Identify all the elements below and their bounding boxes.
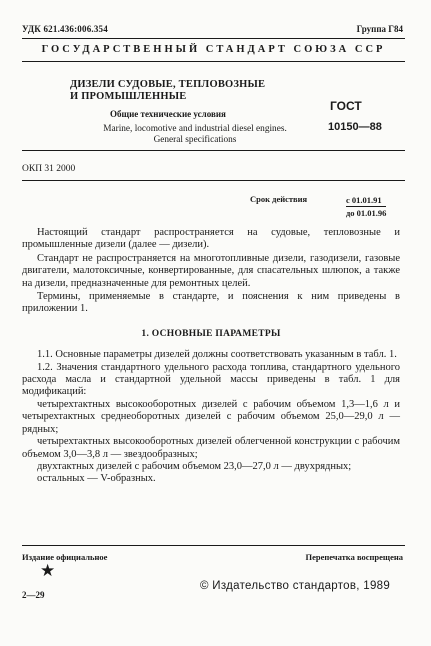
title-line-2: И ПРОМЫШЛЕННЫЕ bbox=[70, 91, 187, 102]
english-title bbox=[70, 124, 320, 146]
page-code: 2—29 bbox=[22, 590, 45, 600]
section-heading: 1. ОСНОВНЫЕ ПАРАМЕТРЫ bbox=[141, 328, 281, 339]
reprint-prohibited-label: Перепечатка воспрещена bbox=[305, 552, 403, 562]
paragraph-exclusions: Стандарт не распространяется на многотопливные дизели, газодизели, газовые двигатели, малотоксичные, конвертированные, для спасательных шлюпок, а также на дизели, предназначенные для ремонтных целей. bbox=[22, 252, 400, 289]
state-standard-heading: ГОСУДАРСТВЕННЫЙ СТАНДАРТ СОЮЗА ССР bbox=[41, 44, 386, 55]
official-edition-label: Издание официальное bbox=[22, 552, 108, 562]
title-line-1: ДИЗЕЛИ СУДОВЫЕ, ТЕПЛОВОЗНЫЕ bbox=[70, 79, 266, 90]
validity-from: с 01.01.91 bbox=[346, 195, 382, 205]
gost-label: ГОСТ bbox=[330, 99, 362, 113]
list-item-radial: четырехтактных высокооборотных дизелей облегченной конструкции с рабочим объемом 3,0—3,8 л — звездообразных; bbox=[22, 436, 400, 460]
validity-label: Срок действия bbox=[250, 194, 308, 204]
top-rule bbox=[22, 38, 405, 39]
paragraph-1-1: 1.1. Основные параметры дизелей должны соответствовать указанным в табл. 1. bbox=[37, 349, 397, 361]
okp-bottom-rule bbox=[22, 180, 405, 181]
validity-to: до 01.01.96 bbox=[346, 208, 387, 218]
validity-dates bbox=[346, 194, 386, 219]
document-subtitle: Общие технические условия bbox=[110, 109, 226, 119]
english-title-line-1: Marine, locomotive and industrial diesel engines. bbox=[103, 124, 287, 134]
group-code: Группа Г84 bbox=[356, 24, 403, 34]
list-item-two-row: двухтактных дизелей с рабочим объемом 23,0—27,0 л — двухрядных; bbox=[37, 460, 352, 472]
copyright-notice: © Издательство стандартов, 1989 bbox=[200, 580, 391, 592]
star-icon: ★ bbox=[40, 561, 56, 580]
list-item-inline: четырехтактных высокооборотных дизелей с рабочим объемом 1,3—1,6 л и четырехтактных среднеоборотных дизелей с рабочим объемом 25,0—29,0 л — рядных; bbox=[22, 398, 400, 435]
document-body bbox=[22, 227, 400, 486]
footer-rule bbox=[22, 545, 405, 546]
udk-code: УДК 621.436:006.354 bbox=[22, 24, 108, 34]
state-rule bbox=[22, 61, 405, 62]
paragraph-scope: Настоящий стандарт распространяется на судовые, тепловозные и промышленные дизели (далее — дизели). bbox=[22, 227, 400, 251]
english-title-line-2: General specifications bbox=[153, 135, 237, 145]
document-title bbox=[70, 79, 310, 103]
paragraph-terms: Термины, применяемые в стандарте, и пояснения к ним приведены в приложении 1. bbox=[22, 291, 400, 315]
title-bottom-rule bbox=[22, 150, 405, 151]
gost-number: 10150—88 bbox=[328, 121, 382, 133]
list-item-v-type: остальных — V-образных. bbox=[37, 473, 156, 485]
okp-code: ОКП 31 2000 bbox=[22, 164, 76, 174]
paragraph-1-2: 1.2. Значения стандартного удельного расхода топлива, стандартного удельного расхода масла и стандартной удельной массы приведены в табл. 1 для модификаций: bbox=[22, 361, 400, 398]
